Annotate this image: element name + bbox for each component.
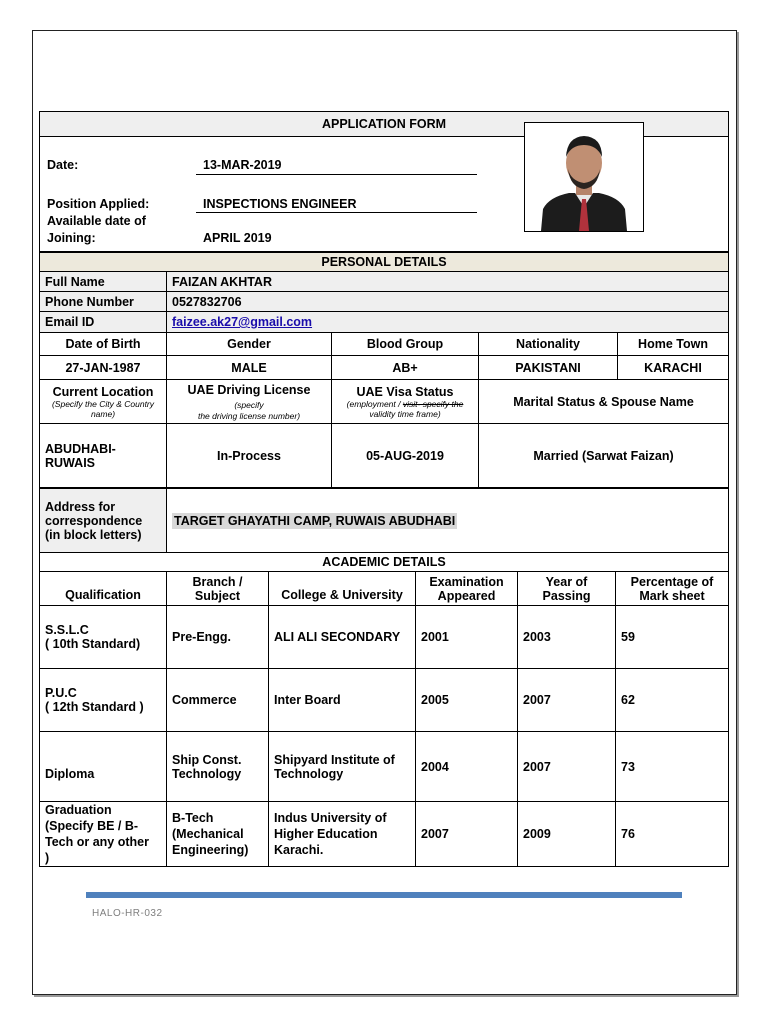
pct-header-2: Mark sheet [639,588,705,603]
year-header-1: Year of [545,574,588,589]
footer-bar [86,892,682,898]
row3-b1: B-Tech [172,811,214,825]
row2-c2: Technology [274,766,344,781]
table-row-exam: 2007 [415,801,518,867]
gender-header: Gender [166,332,332,356]
table-row-year: 2007 [517,668,616,732]
qualification-header-text: Qualification [65,588,141,602]
table-row-branch [166,801,269,867]
nationality-header: Nationality [478,332,618,356]
available-label-1: Available date of [47,214,146,228]
position-value: INSPECTIONS ENGINEER [203,197,357,211]
dob-header: Date of Birth [39,332,167,356]
gender-value: MALE [166,355,332,380]
college-header-text: College & University [281,588,403,602]
license-hint-1: (specify [234,399,264,410]
address-value: TARGET GHAYATHI CAMP, RUWAIS ABUDHABI [174,513,456,528]
row2-b2: Technology [172,766,242,781]
table-row-pct: 73 [615,731,729,802]
table-row-qualification [39,801,167,867]
table-row-qualification [39,668,167,732]
row2-q1: Diploma [45,767,95,781]
marital-header: Marital Status & Spouse Name [478,379,729,424]
table-row-college [268,801,416,867]
date-value: 13-MAR-2019 [203,158,282,172]
phone-label: Phone Number [39,291,167,312]
branch-header-2: Subject [194,588,241,603]
qualification-header [39,571,167,606]
row3-q2: (Specify BE / B- [45,819,139,833]
address-label-2: correspondence [45,513,143,528]
table-row-exam: 2001 [415,605,518,669]
exam-header [415,571,518,606]
branch-header-1: Branch / [192,574,243,589]
nationality-value: PAKISTANI [478,355,618,380]
year-header-2: Passing [542,588,591,603]
table-row-college: Inter Board [268,668,416,732]
blood-header: Blood Group [331,332,479,356]
year-header [517,571,616,606]
row2-b1: Ship Const. [172,752,242,767]
row2-c1: Shipyard Institute of [274,752,395,767]
footer-code: HALO-HR-032 [92,908,163,919]
visa-hint-strike: visit- specify the [402,398,464,409]
row0-q1: S.S.L.C [45,623,89,637]
row1-q1: P.U.C [45,686,77,700]
table-row-exam: 2004 [415,731,518,802]
email-cell [166,311,729,333]
row3-q4: ) [45,851,50,865]
phone-value: 0527832706 [166,291,729,312]
license-header [166,379,332,424]
location-hint: (Specify the City & Country name) [51,398,155,419]
hometown-header: Home Town [617,332,729,356]
row3-c1: Indus University of [274,811,387,825]
visa-header [331,379,479,424]
full-name-value: FAIZAN AKHTAR [166,271,729,292]
visa-hint-2: validity time frame) [369,408,441,419]
pct-header [615,571,729,606]
exam-header-2: Appeared [437,588,496,603]
table-row-college [268,731,416,802]
college-header [268,571,416,606]
table-row-year: 2007 [517,731,616,802]
full-name-label: Full Name [39,271,167,292]
row3-q3: Tech or any other [45,835,149,849]
table-row-pct: 59 [615,605,729,669]
date-underline [196,174,477,175]
blood-value: AB+ [331,355,479,380]
form-title-text: APPLICATION FORM [321,117,447,131]
address-label-3: (in block letters) [45,527,142,542]
license-value: In-Process [166,423,332,488]
location-header [39,379,167,424]
address-cell [166,488,729,553]
license-hint-2: the driving license number) [197,410,301,421]
license-label: UAE Driving License [187,382,311,397]
email-label: Email ID [39,311,167,333]
dob-value: 27-JAN-1987 [39,355,167,380]
row3-q1: Graduation [45,803,112,817]
row3-b3: Engineering) [172,843,249,857]
address-label-1: Address for [45,499,116,514]
location-label: Current Location [52,384,154,399]
table-row-pct: 76 [615,801,729,867]
available-value: APRIL 2019 [203,231,272,245]
location-value [39,423,167,488]
table-row-exam: 2005 [415,668,518,732]
visa-label: UAE Visa Status [356,384,454,399]
email-link[interactable]: faizee.ak27@gmail.com [172,315,313,329]
personal-section-title [39,252,729,272]
personal-section-title-text: PERSONAL DETAILS [321,255,447,269]
available-label-2: Joining: [47,231,96,245]
table-row-branch: Pre-Engg. [166,605,269,669]
table-row-year: 2003 [517,605,616,669]
date-label: Date: [47,158,79,172]
table-row-pct: 62 [615,668,729,732]
academic-section-title [39,552,729,572]
table-row-qualification [39,605,167,669]
academic-section-title-text: ACADEMIC DETAILS [322,555,446,569]
position-underline [196,212,477,213]
hometown-value: KARACHI [617,355,729,380]
marital-value: Married (Sarwat Faizan) [478,423,729,488]
row3-c2: Higher Education [274,827,378,841]
exam-header-1: Examination [429,574,504,589]
address-label [39,488,167,553]
table-row-branch [166,731,269,802]
location-value-1: ABUDHABI- [45,441,116,456]
visa-value: 05-AUG-2019 [331,423,479,488]
table-row-college: ALI ALI SECONDARY [268,605,416,669]
table-row-branch: Commerce [166,668,269,732]
position-label: Position Applied: [47,197,150,211]
row1-q2: ( 12th Standard ) [45,700,144,714]
row3-c3: Karachi. [274,843,324,857]
applicant-photo [524,122,644,232]
row0-q2: ( 10th Standard) [45,637,141,651]
row3-b2: (Mechanical [172,827,244,841]
pct-header-1: Percentage of [630,574,714,589]
location-value-2: RUWAIS [45,455,95,470]
visa-hint-1: (employment / [346,398,401,409]
table-row-year: 2009 [517,801,616,867]
branch-header [166,571,269,606]
person-silhouette-icon [525,123,643,231]
table-row-qualification [39,731,167,802]
